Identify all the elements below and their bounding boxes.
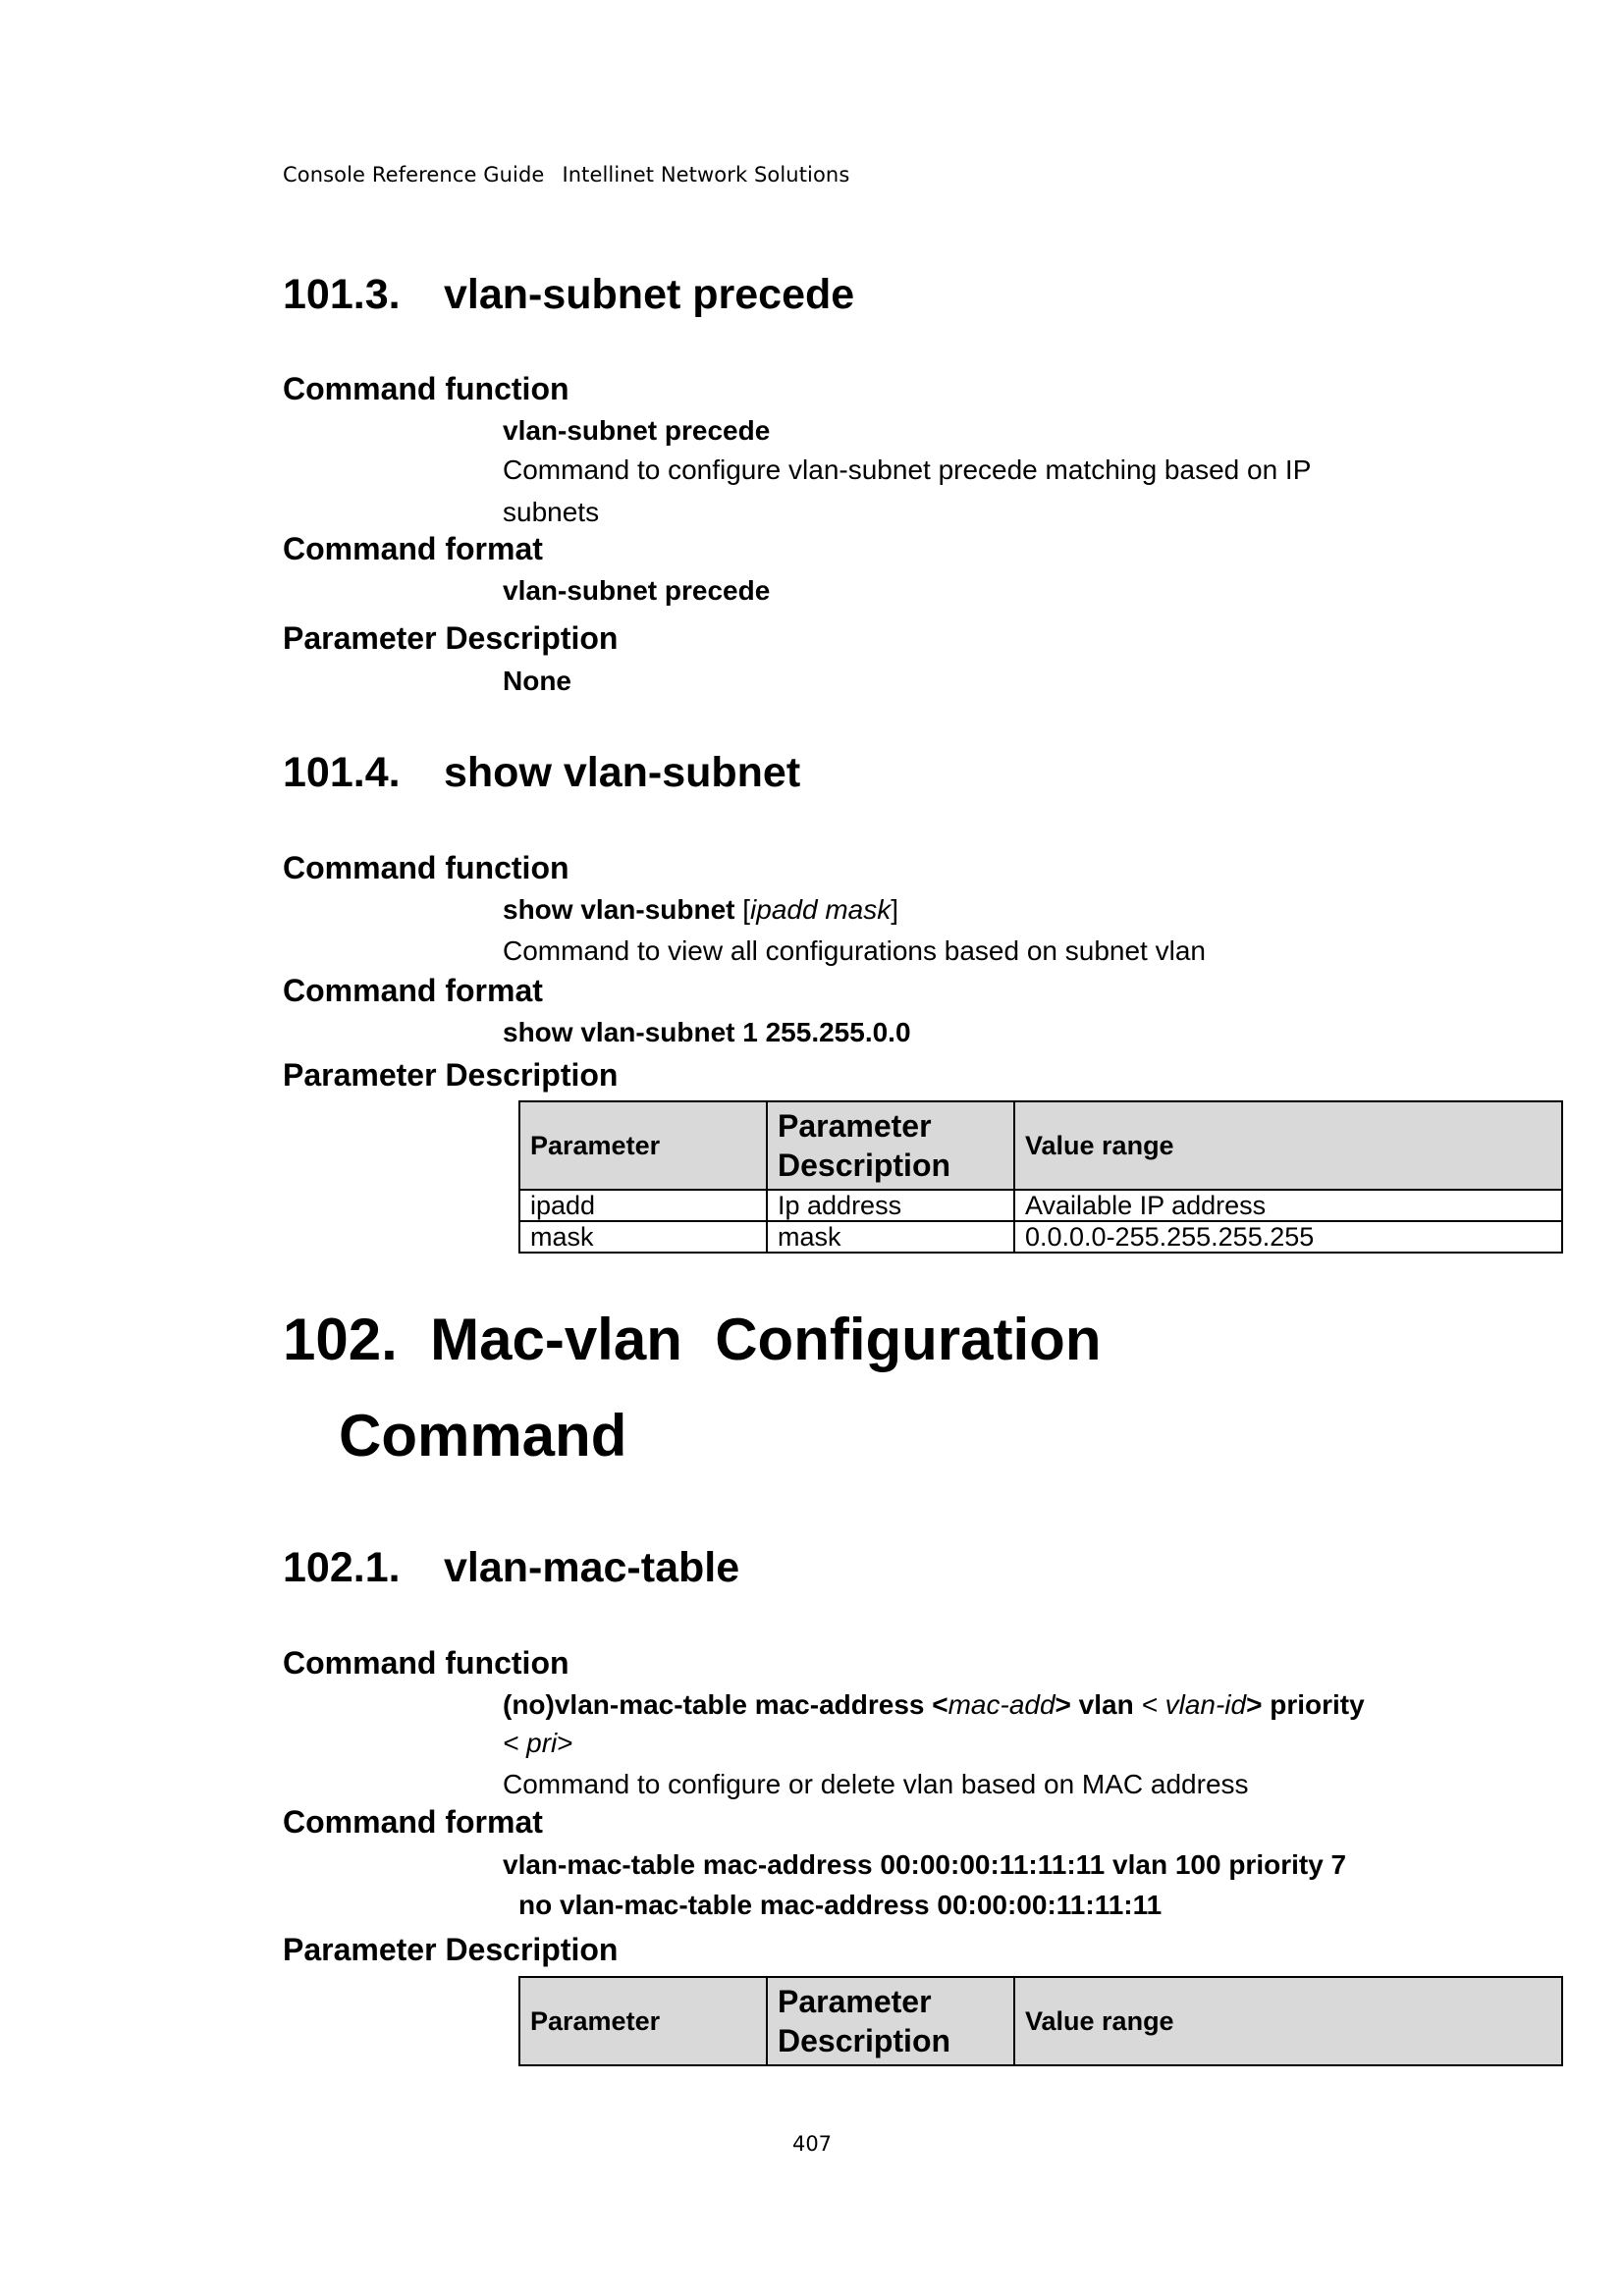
- function-label: Command function: [283, 371, 569, 406]
- function-description: Command to configure or delete vlan based on MAC address: [503, 1769, 1249, 1799]
- parameter-label: Parameter Description: [283, 1057, 619, 1093]
- table-header-cell: Parameter: [519, 1977, 767, 2065]
- parameter-table: [518, 1100, 1563, 1254]
- table-header-cell: Value range: [1014, 1101, 1562, 1190]
- table-cell: ipadd: [519, 1190, 767, 1221]
- table-row: [519, 1190, 1562, 1221]
- running-header: [283, 163, 849, 187]
- parameter-none: None: [503, 666, 571, 696]
- section-102-1-heading: [283, 1544, 739, 1592]
- section-number: 101.4.: [283, 749, 401, 796]
- table-header-cell: Parameter Description: [767, 1977, 1014, 2065]
- format-command-no: no vlan-mac-table mac-address 00:00:00:11:11:11: [518, 1890, 1163, 1920]
- table-header-cell: Parameter: [519, 1101, 767, 1190]
- page-number: 407: [791, 2132, 833, 2156]
- section-101-3-heading: [283, 271, 854, 319]
- table-header-row: [519, 1101, 1562, 1190]
- command-part: (no)vlan-mac-table mac-address <: [503, 1689, 948, 1720]
- function-label: Command function: [283, 1645, 569, 1681]
- command-part: > priority: [1246, 1689, 1365, 1720]
- section-number: 102.1.: [283, 1544, 401, 1591]
- section-title: vlan-mac-table: [444, 1544, 740, 1591]
- chapter-102-title-cont: Command: [339, 1403, 627, 1468]
- format-command: show vlan-subnet 1 255.255.0.0: [503, 1017, 911, 1047]
- format-command: vlan-mac-table mac-address 00:00:00:11:11:11 vlan 100 priority 7: [503, 1849, 1347, 1880]
- table-cell: mask: [767, 1221, 1014, 1253]
- bracket-open: [: [742, 894, 751, 925]
- parameter-table: [518, 1976, 1563, 2066]
- table-row: [519, 1221, 1562, 1253]
- section-title: show vlan-subnet: [444, 749, 801, 796]
- section-number: 101.3.: [283, 271, 401, 318]
- header-guide: Console Reference Guide: [283, 163, 545, 187]
- command-part: >: [557, 1728, 573, 1758]
- function-command: [503, 1689, 1365, 1721]
- table-cell: Available IP address: [1014, 1190, 1562, 1221]
- chapter-102-title: 102. Mac-vlan Configuration: [283, 1307, 1102, 1372]
- format-label: Command format: [283, 973, 543, 1008]
- format-label: Command format: [283, 531, 543, 566]
- function-description: Command to view all configurations based on subnet vlan: [503, 935, 1206, 966]
- table-cell: Ip address: [767, 1190, 1014, 1221]
- function-command: vlan-subnet precede: [503, 415, 771, 446]
- command-arg-mac: mac-add: [947, 1689, 1056, 1720]
- table-cell: 0.0.0.0-255.255.255.255: [1014, 1221, 1562, 1253]
- command-args: ipadd mask: [750, 894, 892, 925]
- function-command-cont: [503, 1728, 573, 1759]
- command-arg-pri: < pri: [503, 1728, 558, 1758]
- section-101-4-heading: [283, 749, 800, 797]
- parameter-label: Parameter Description: [283, 1932, 619, 1967]
- format-command: vlan-subnet precede: [503, 575, 771, 606]
- bracket-close: ]: [891, 894, 898, 925]
- table-header-cell: Parameter Description: [767, 1101, 1014, 1190]
- table-header-cell: Value range: [1014, 1977, 1562, 2065]
- table-header-row: [519, 1977, 1562, 2065]
- command-arg-vlan: < vlan-id: [1141, 1689, 1247, 1720]
- format-label: Command format: [283, 1804, 543, 1840]
- header-company: Intellinet Network Solutions: [562, 163, 850, 187]
- command-name: show vlan-subnet: [503, 894, 735, 925]
- function-label: Command function: [283, 850, 569, 885]
- function-command: [503, 894, 898, 926]
- parameter-label: Parameter Description: [283, 620, 619, 656]
- function-description: Command to configure vlan-subnet precede matching based on IP: [503, 454, 1312, 485]
- table-cell: mask: [519, 1221, 767, 1253]
- section-title: vlan-subnet precede: [444, 271, 855, 318]
- command-part: > vlan: [1055, 1689, 1142, 1720]
- function-description-cont: subnets: [503, 497, 600, 527]
